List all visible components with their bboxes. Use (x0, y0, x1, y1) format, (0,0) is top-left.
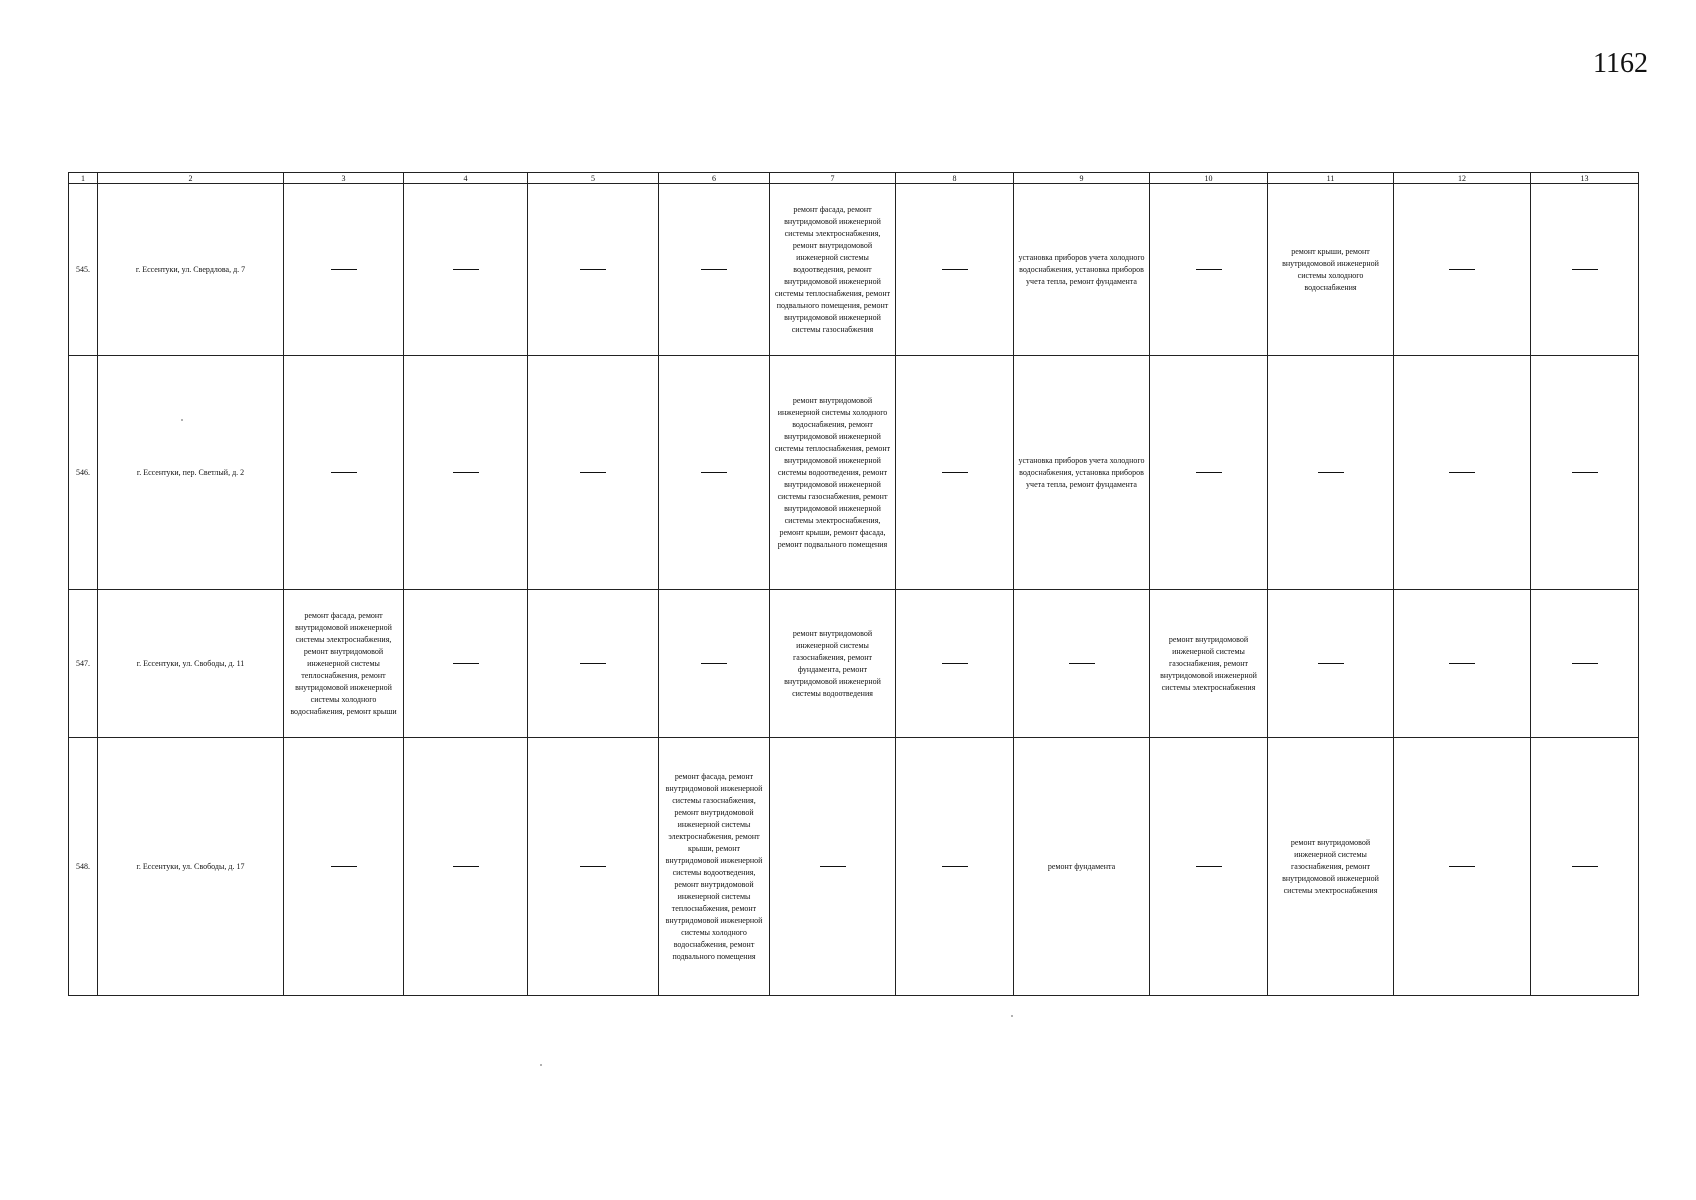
table-cell (659, 590, 770, 738)
scan-speck (540, 1064, 542, 1066)
table-cell (896, 184, 1014, 356)
empty-dash (331, 866, 357, 867)
table-row (69, 184, 1639, 356)
empty-dash (1449, 472, 1475, 473)
table-cell (1394, 184, 1531, 356)
repair-schedule-table (68, 172, 1639, 996)
table-cell (1268, 590, 1394, 738)
column-header: 5 (528, 173, 659, 184)
table-cell (896, 356, 1014, 590)
empty-dash (453, 663, 479, 664)
table-cell (659, 184, 770, 356)
table-cell (528, 356, 659, 590)
empty-dash (453, 472, 479, 473)
column-header: 2 (98, 173, 284, 184)
scan-speck (1011, 1015, 1013, 1017)
table-cell (896, 590, 1014, 738)
table-cell (528, 184, 659, 356)
table-cell (1150, 184, 1268, 356)
empty-dash (1572, 472, 1598, 473)
table-cell (404, 356, 528, 590)
table-cell (1150, 356, 1268, 590)
table-cell: ремонт фундамента (1014, 738, 1150, 996)
column-header: 8 (896, 173, 1014, 184)
empty-dash (331, 472, 357, 473)
table-cell (284, 738, 404, 996)
table-cell (284, 184, 404, 356)
address-cell: г. Ессентуки, пер. Светлый, д. 2 (98, 356, 284, 590)
table-cell (1150, 738, 1268, 996)
column-header: 11 (1268, 173, 1394, 184)
empty-dash (1069, 663, 1095, 664)
empty-dash (1318, 663, 1344, 664)
table-cell: ремонт фасада, ремонт внутридомовой инженерной системы электроснабжения, ремонт внутридомовой инженерной системы водоотведения, ремонт внутридомовой инженерной системы теплоснабжения, ремонт подвального помещения, ремонт внутридомовой инженерной системы газоснабжения (770, 184, 896, 356)
empty-dash (331, 269, 357, 270)
column-header: 4 (404, 173, 528, 184)
empty-dash (580, 866, 606, 867)
empty-dash (453, 866, 479, 867)
column-header: 3 (284, 173, 404, 184)
row-number: 546. (69, 356, 98, 590)
column-header: 10 (1150, 173, 1268, 184)
table-cell (1531, 184, 1639, 356)
table-cell (404, 590, 528, 738)
scan-speck (181, 419, 183, 421)
empty-dash (1449, 866, 1475, 867)
table-cell: установка приборов учета холодного водоснабжения, установка приборов учета тепла, ремонт фундамента (1014, 356, 1150, 590)
table-cell: ремонт внутридомовой инженерной системы холодного водоснабжения, ремонт внутридомовой инженерной системы теплоснабжения, ремонт внутридомовой инженерной системы водоотведения, ремонт внутридомовой инженерной системы газоснабжения, ремонт внутридомовой инженерной системы электроснабжения, ремонт крыши, ремонт фасада, ремонт подвального помещения (770, 356, 896, 590)
table-cell (659, 356, 770, 590)
empty-dash (1449, 269, 1475, 270)
table-cell: ремонт внутридомовой инженерной системы газоснабжения, ремонт фундамента, ремонт внутридомовой инженерной системы водоотведения (770, 590, 896, 738)
empty-dash (942, 472, 968, 473)
table-cell: ремонт крыши, ремонт внутридомовой инженерной системы холодного водоснабжения (1268, 184, 1394, 356)
empty-dash (1318, 472, 1344, 473)
empty-dash (942, 663, 968, 664)
empty-dash (453, 269, 479, 270)
table-cell (1531, 738, 1639, 996)
empty-dash (580, 663, 606, 664)
table-cell (1394, 590, 1531, 738)
header-row (69, 173, 1639, 184)
empty-dash (1196, 472, 1222, 473)
empty-dash (1196, 269, 1222, 270)
empty-dash (942, 269, 968, 270)
table-cell: ремонт фасада, ремонт внутридомовой инженерной системы газоснабжения, ремонт внутридомовой инженерной системы электроснабжения, ремонт крыши, ремонт внутридомовой инженерной системы водоотведения, ремонт внутридомовой инженерной системы теплоснабжения, ремонт внутридомовой инженерной системы холодного водоснабжения, ремонт подвального помещения (659, 738, 770, 996)
empty-dash (1572, 866, 1598, 867)
table-cell (1014, 590, 1150, 738)
empty-dash (1572, 663, 1598, 664)
table-cell (528, 590, 659, 738)
table-cell: ремонт фасада, ремонт внутридомовой инженерной системы электроснабжения, ремонт внутридомовой инженерной системы теплоснабжения, ремонт внутридомовой инженерной системы холодного водоснабжения, ремонт крыши (284, 590, 404, 738)
empty-dash (820, 866, 846, 867)
table-cell (896, 738, 1014, 996)
table-cell (528, 738, 659, 996)
table-cell (1531, 590, 1639, 738)
empty-dash (1449, 663, 1475, 664)
address-cell: г. Ессентуки, ул. Свободы, д. 11 (98, 590, 284, 738)
table-row (69, 356, 1639, 590)
empty-dash (580, 269, 606, 270)
table-cell: ремонт внутридомовой инженерной системы газоснабжения, ремонт внутридомовой инженерной системы электроснабжения (1268, 738, 1394, 996)
address-cell: г. Ессентуки, ул. Свердлова, д. 7 (98, 184, 284, 356)
row-number: 547. (69, 590, 98, 738)
address-cell: г. Ессентуки, ул. Свободы, д. 17 (98, 738, 284, 996)
column-header: 1 (69, 173, 98, 184)
table-cell (770, 738, 896, 996)
column-header: 6 (659, 173, 770, 184)
column-header: 9 (1014, 173, 1150, 184)
table-cell (404, 738, 528, 996)
table-cell: установка приборов учета холодного водоснабжения, установка приборов учета тепла, ремонт фундамента (1014, 184, 1150, 356)
empty-dash (1196, 866, 1222, 867)
table-cell (284, 356, 404, 590)
table-cell (1268, 356, 1394, 590)
page-number: 1162 (1593, 48, 1648, 79)
column-header: 12 (1394, 173, 1531, 184)
table-cell (1531, 356, 1639, 590)
table-row (69, 590, 1639, 738)
row-number: 545. (69, 184, 98, 356)
empty-dash (1572, 269, 1598, 270)
row-number: 548. (69, 738, 98, 996)
empty-dash (942, 866, 968, 867)
empty-dash (701, 269, 727, 270)
empty-dash (701, 472, 727, 473)
table-cell (1394, 738, 1531, 996)
table-cell (404, 184, 528, 356)
table-row (69, 738, 1639, 996)
empty-dash (701, 663, 727, 664)
column-header: 7 (770, 173, 896, 184)
table-cell (1394, 356, 1531, 590)
empty-dash (580, 472, 606, 473)
table-cell: ремонт внутридомовой инженерной системы газоснабжения, ремонт внутридомовой инженерной системы электроснабжения (1150, 590, 1268, 738)
column-header: 13 (1531, 173, 1639, 184)
